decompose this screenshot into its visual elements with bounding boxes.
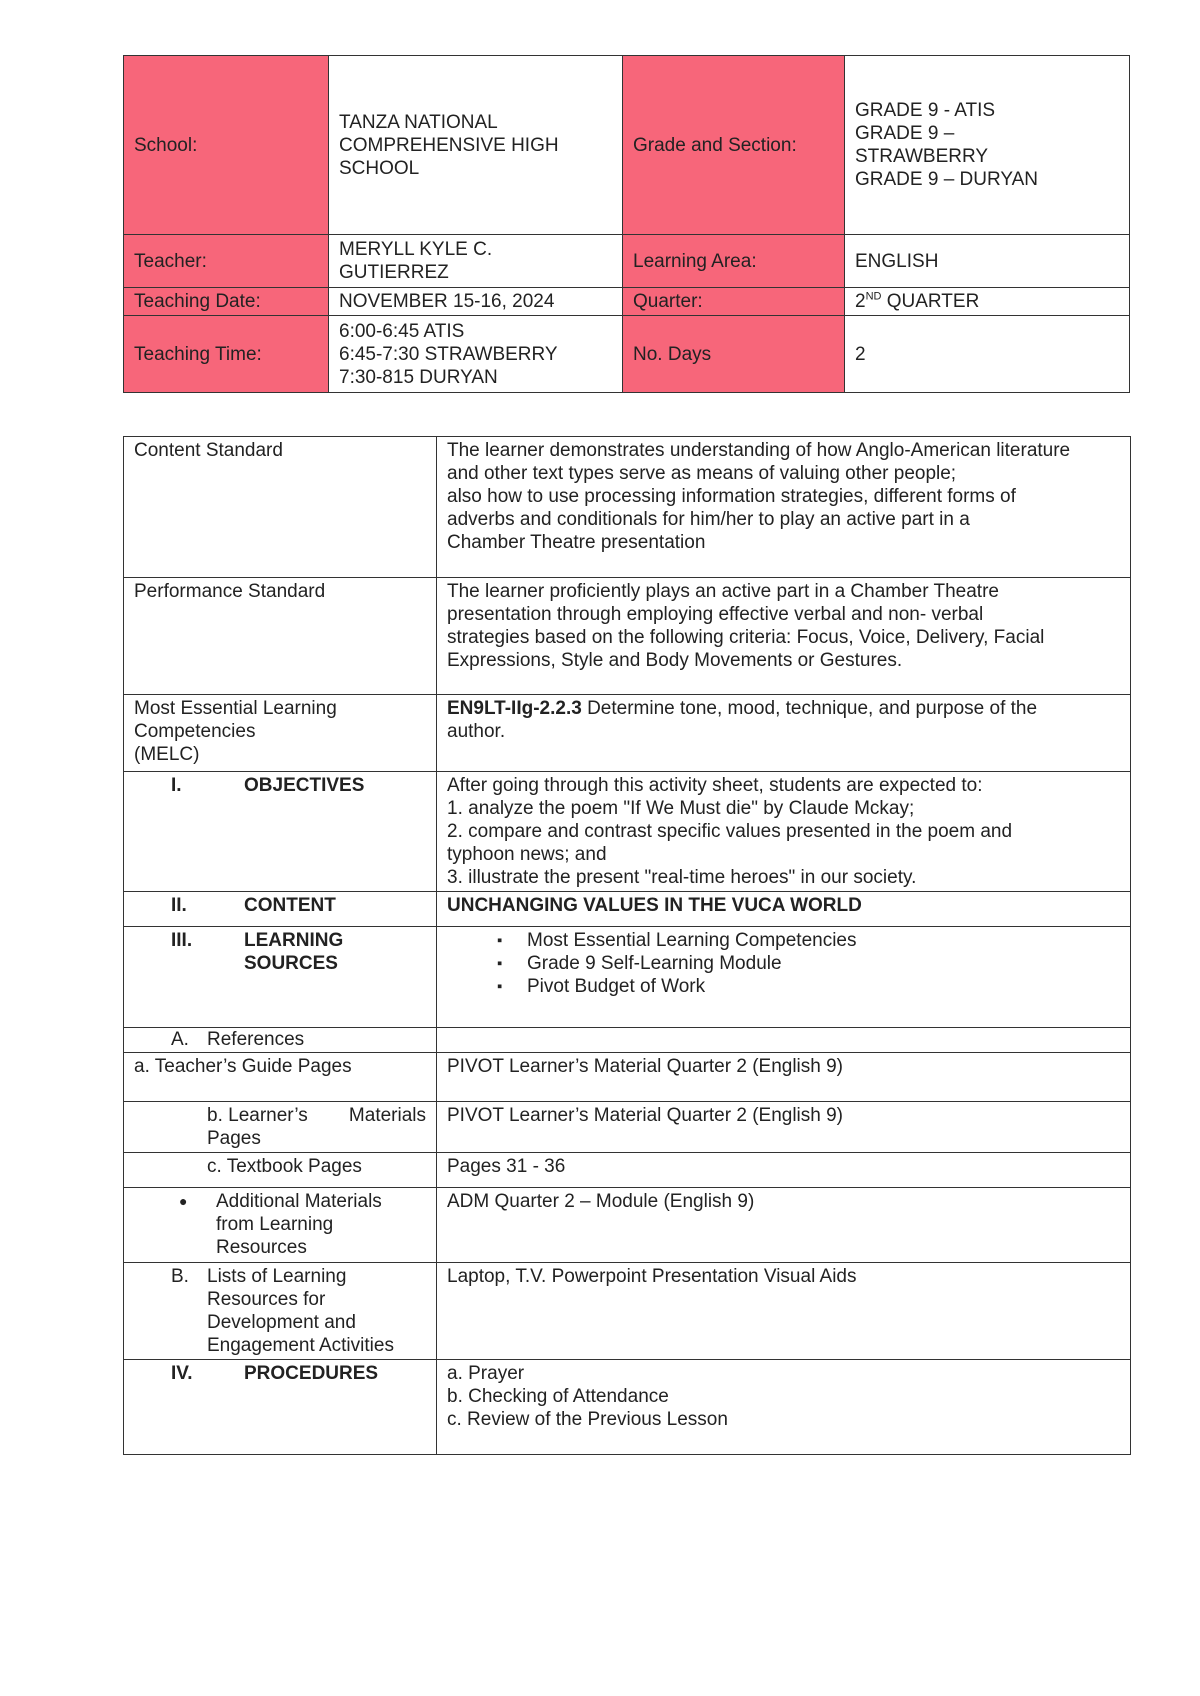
- teachers-guide-value: PIVOT Learner’s Material Quarter 2 (English 9): [437, 1053, 1131, 1102]
- teaching-date-label: Teaching Date:: [124, 288, 329, 316]
- learning-sources-list: [447, 929, 1120, 998]
- textbook-pages-label: c. Textbook Pages: [124, 1153, 437, 1188]
- learning-area-value: ENGLISH: [845, 235, 1130, 288]
- melc-code: EN9LT-IIg-2.2.3: [447, 698, 582, 719]
- melc-label: Most Essential Learning Competencies (MELC): [124, 695, 437, 772]
- references-label: A. References: [124, 1028, 437, 1053]
- textbook-pages-value: Pages 31 - 36: [437, 1153, 1131, 1188]
- learning-sources-value: [437, 927, 1131, 1028]
- additional-materials-value: ADM Quarter 2 – Module (English 9): [437, 1188, 1131, 1263]
- procedures-row: [124, 1360, 1131, 1455]
- objectives-row: [124, 772, 1131, 892]
- school-value: TANZA NATIONAL COMPREHENSIVE HIGH SCHOOL: [329, 56, 623, 235]
- content-standard-value: The learner demonstrates understanding of how Anglo-American literature and other text types serve as means of valuing other people; also how to use processing information strategies, different forms of adverbs and conditionals for him/her to play an active part in a Chamber Theatre presentation: [437, 437, 1131, 578]
- objectives-label: I. OBJECTIVES: [124, 772, 437, 892]
- learning-sources-row: [124, 927, 1131, 1028]
- list-item: ▪ Pivot Budget of Work: [527, 975, 1120, 998]
- melc-row: [124, 695, 1131, 772]
- content-standard-label: Content Standard: [124, 437, 437, 578]
- procedures-value: a. Prayer b. Checking of Attendance c. Review of the Previous Lesson: [437, 1360, 1131, 1455]
- content-value: UNCHANGING VALUES IN THE VUCA WORLD: [437, 892, 1131, 927]
- quarter-value: 2ND QUARTER: [845, 288, 1130, 316]
- bullet-icon: ●: [179, 1193, 188, 1209]
- teachers-guide-label: a. Teacher’s Guide Pages: [124, 1053, 437, 1102]
- learning-resources-list-label: B. Lists of Learning Resources for Development and Engagement Activities: [124, 1263, 437, 1360]
- additional-materials-row: [124, 1188, 1131, 1263]
- learning-area-label: Learning Area:: [623, 235, 845, 288]
- list-item: ▪ Grade 9 Self-Learning Module: [527, 952, 1120, 975]
- content-standard-row: [124, 437, 1131, 578]
- content-label: II. CONTENT: [124, 892, 437, 927]
- teaching-time-row: [124, 316, 1130, 393]
- content-row: [124, 892, 1131, 927]
- performance-standard-row: [124, 578, 1131, 695]
- no-days-label: No. Days: [623, 316, 845, 393]
- teaching-time-value: 6:00-6:45 ATIS 6:45-7:30 STRAWBERRY 7:30-815 DURYAN: [329, 316, 623, 393]
- grade-section-label: Grade and Section:: [623, 56, 845, 235]
- procedures-label: IV. PROCEDURES: [124, 1360, 437, 1455]
- performance-standard-value: The learner proficiently plays an active part in a Chamber Theatre presentation through employing effective verbal and non- verbal strategies based on the following criteria: Focus, Voice, Delivery, Facial Expressions, Style and Body Movements or Gestures.: [437, 578, 1131, 695]
- additional-materials-label: ● Additional Materials from Learning Resources: [124, 1188, 437, 1263]
- learning-resources-list-value: Laptop, T.V. Powerpoint Presentation Visual Aids: [437, 1263, 1131, 1360]
- learners-materials-label: b. Learner’s Materials Pages: [124, 1102, 437, 1153]
- list-item: ▪ Most Essential Learning Competencies: [527, 929, 1120, 952]
- teaching-date-row: [124, 288, 1130, 316]
- teachers-guide-row: [124, 1053, 1131, 1102]
- performance-standard-label: Performance Standard: [124, 578, 437, 695]
- textbook-pages-row: [124, 1153, 1131, 1188]
- learning-resources-list-row: [124, 1263, 1131, 1360]
- school-label: School:: [124, 56, 329, 235]
- objectives-value: After going through this activity sheet, students are expected to: 1. analyze the poem "If We Must die" by Claude Mckay; 2. compare and contrast specific values presented in the poem and typhoon news; and 3. illustrate the present "real-time heroes" in our society.: [437, 772, 1131, 892]
- teaching-date-value: NOVEMBER 15-16, 2024: [329, 288, 623, 316]
- learning-sources-label: III. LEARNING SOURCES: [124, 927, 437, 1028]
- teaching-time-label: Teaching Time:: [124, 316, 329, 393]
- melc-value: EN9LT-IIg-2.2.3 Determine tone, mood, technique, and purpose of the author.: [437, 695, 1131, 772]
- quarter-label: Quarter:: [623, 288, 845, 316]
- teacher-value: MERYLL KYLE C. GUTIERREZ: [329, 235, 623, 288]
- school-row: [124, 56, 1130, 235]
- lesson-plan-table: [123, 436, 1131, 1455]
- teacher-row: [124, 235, 1130, 288]
- learners-materials-row: [124, 1102, 1131, 1153]
- teacher-label: Teacher:: [124, 235, 329, 288]
- header-info-table: [123, 55, 1130, 393]
- no-days-value: 2: [845, 316, 1130, 393]
- learners-materials-value: PIVOT Learner’s Material Quarter 2 (English 9): [437, 1102, 1131, 1153]
- grade-section-value: GRADE 9 - ATIS GRADE 9 – STRAWBERRY GRADE 9 – DURYAN: [845, 56, 1130, 235]
- references-row: [124, 1028, 1131, 1053]
- references-value: [437, 1028, 1131, 1053]
